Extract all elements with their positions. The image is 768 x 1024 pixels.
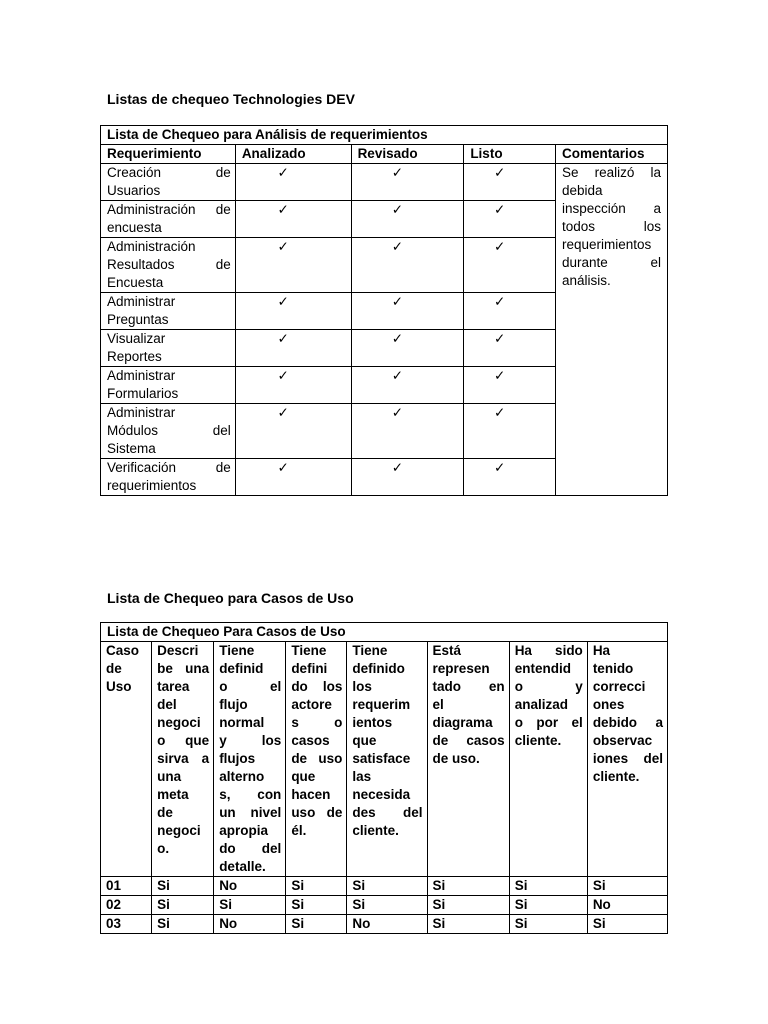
column-header [509, 642, 587, 877]
checkmark-icon: ✓ [351, 404, 464, 459]
cell-text-line: Creación de [107, 165, 231, 180]
cell-text-line: necesida [352, 787, 411, 802]
table-row [101, 915, 668, 934]
column-header: Requerimiento [101, 145, 236, 164]
cell-text-line: cliente. [592, 769, 640, 784]
cell-text-line: requerim [352, 697, 411, 712]
cell-text-line: Administrar [107, 368, 176, 383]
cell-text-line: o el [219, 679, 282, 694]
cell-text-line: s o [291, 715, 343, 730]
cell-text-line: Reportes [107, 349, 162, 364]
checkmark-icon: ✓ [235, 164, 351, 201]
column-header: Revisado [351, 145, 464, 164]
requirements-checklist-table [100, 125, 668, 496]
table-cell: Si [427, 915, 509, 934]
cell-text-line: de casos [432, 733, 505, 748]
section-title: Lista de Chequeo para Casos de Uso [107, 590, 354, 606]
table-row [101, 164, 668, 201]
cell-text-line: que [352, 733, 377, 748]
checkmark-icon: ✓ [351, 238, 464, 293]
column-header [286, 642, 347, 877]
table-caption: Lista de Chequeo para Análisis de requerimientos [101, 126, 668, 145]
case-id-cell: 01 [101, 877, 152, 896]
table-row [101, 877, 668, 896]
cell-text-line: de uso [291, 751, 343, 766]
cell-text-line: Está [432, 643, 462, 658]
cell-text-line: Uso [106, 679, 132, 694]
cell-text-line: detalle. [219, 859, 266, 874]
cell-text-line: meta [157, 787, 189, 802]
checkmark-icon: ✓ [464, 459, 556, 496]
table-cell: Si [286, 896, 347, 915]
table-cell: No [347, 915, 427, 934]
checkmark-icon: ✓ [464, 330, 556, 367]
cell-text-line: sirva a [157, 751, 210, 766]
table-cell: No [214, 877, 286, 896]
cell-text-line: de [106, 661, 122, 676]
requirement-cell [101, 293, 236, 330]
cell-text-line: Verificación de [107, 460, 231, 475]
table-cell: Si [214, 896, 286, 915]
cell-text-line: definido [352, 661, 405, 676]
cell-text-line: del [157, 697, 177, 712]
checkmark-icon: ✓ [235, 238, 351, 293]
cell-text-line: Tiene [352, 643, 388, 658]
cell-text-line: uso de [291, 805, 343, 820]
column-header: Analizado [235, 145, 351, 164]
table-cell: Si [427, 877, 509, 896]
requirement-cell [101, 238, 236, 293]
cell-text-line: requerimientos [107, 478, 197, 493]
cell-text-line: el [432, 697, 444, 712]
cell-text-line: be una [157, 661, 210, 676]
table-cell: Si [509, 877, 587, 896]
cell-text-line: flujos [219, 751, 256, 766]
cell-text-line: Sistema [107, 441, 156, 456]
cell-text-line: s, con [219, 787, 282, 802]
cell-text-line: una [157, 769, 182, 784]
column-header: Listo [464, 145, 556, 164]
table-cell: Si [152, 915, 214, 934]
checkmark-icon: ✓ [351, 201, 464, 238]
cell-text-line: o. [157, 841, 170, 856]
cell-text-line: que [291, 769, 316, 784]
document-title: Listas de chequeo Technologies DEV [107, 91, 355, 107]
cell-text-line: tenido [592, 661, 634, 676]
table-cell: Si [427, 896, 509, 915]
cell-text-line: analizad [514, 697, 568, 712]
cell-text-line: definid [219, 661, 264, 676]
cell-text-line: do del [219, 841, 282, 856]
table-cell: Si [509, 896, 587, 915]
checkmark-icon: ✓ [351, 293, 464, 330]
checkmark-icon: ✓ [351, 330, 464, 367]
cell-text-line: represen [432, 661, 490, 676]
requirement-cell [101, 459, 236, 496]
cell-text-line: alterno [219, 769, 265, 784]
cell-text-line: observac [592, 733, 653, 748]
table-cell: Si [286, 915, 347, 934]
cell-text-line: Encuesta [107, 275, 164, 290]
use-case-checklist-table [100, 622, 668, 934]
cell-text-line: o que [157, 733, 210, 748]
cell-text-line: y los [219, 733, 282, 748]
cell-text-line: Usuarios [107, 183, 161, 198]
checkmark-icon: ✓ [464, 404, 556, 459]
cell-text-line: entendid [514, 661, 571, 676]
checkmark-icon: ✓ [464, 164, 556, 201]
checkmark-icon: ✓ [235, 404, 351, 459]
case-id-cell: 02 [101, 896, 152, 915]
table-cell: No [587, 896, 667, 915]
case-id-cell: 03 [101, 915, 152, 934]
cell-text-line: satisface [352, 751, 411, 766]
requirement-cell [101, 404, 236, 459]
cell-text-line: encuesta [107, 220, 162, 235]
cell-text-line: des del [352, 805, 423, 820]
cell-text-line: tarea [157, 679, 190, 694]
cell-text-line: Resultados de [107, 257, 231, 272]
column-header [214, 642, 286, 877]
cell-text-line: Ha sido [514, 643, 583, 658]
cell-text-line: de uso. [432, 751, 480, 766]
cell-text-line: negoci [157, 715, 201, 730]
table-cell: Si [509, 915, 587, 934]
cell-text-line: o por el [514, 715, 583, 730]
table-cell: Si [347, 877, 427, 896]
table-cell: No [214, 915, 286, 934]
cell-text-line: un nivel [219, 805, 282, 820]
cell-text-line: Administración de [107, 202, 231, 217]
cell-text-line: o y [514, 679, 583, 694]
cell-text-line: los [352, 679, 372, 694]
table-caption: Lista de Chequeo Para Casos de Uso [101, 623, 668, 642]
checkmark-icon: ✓ [351, 367, 464, 404]
checkmark-icon: ✓ [351, 459, 464, 496]
cell-text-line: Visualizar [107, 331, 166, 346]
cell-text-line: Administrar [107, 405, 176, 420]
cell-text-line: Módulos del [107, 423, 231, 438]
cell-text-line: Tiene [291, 643, 327, 658]
cell-text-line: hacen [291, 787, 331, 802]
table-row [101, 896, 668, 915]
cell-text-line: correcci [592, 679, 646, 694]
cell-text-line: do los [291, 679, 343, 694]
checkmark-icon: ✓ [235, 459, 351, 496]
cell-text-line: él. [291, 823, 307, 838]
cell-text-line: Ha [592, 643, 611, 658]
checkmark-icon: ✓ [464, 238, 556, 293]
cell-text-line: tado en [432, 679, 505, 694]
cell-text-line: cliente. [352, 823, 399, 838]
cell-text-line: Preguntas [107, 312, 169, 327]
cell-text-line: negoci [157, 823, 201, 838]
checkmark-icon: ✓ [351, 164, 464, 201]
table-cell: Si [152, 877, 214, 896]
checkmark-icon: ✓ [235, 330, 351, 367]
column-header [587, 642, 667, 877]
table-cell: Si [286, 877, 347, 896]
cell-text-line: Administración [107, 239, 196, 254]
cell-text-line: Caso [106, 643, 140, 658]
cell-text-line: apropia [219, 823, 268, 838]
cell-text-line: de [157, 805, 173, 820]
column-header: Comentarios [556, 145, 668, 164]
checkmark-icon: ✓ [464, 293, 556, 330]
cell-text-line: ientos [352, 715, 393, 730]
cell-text-line: las [352, 769, 372, 784]
column-header [152, 642, 214, 877]
checkmark-icon: ✓ [235, 201, 351, 238]
table-cell: Si [587, 915, 667, 934]
table-cell: Si [347, 896, 427, 915]
cell-text-line: casos [291, 733, 330, 748]
cell-text-line: Tiene [219, 643, 255, 658]
requirement-cell [101, 367, 236, 404]
cell-text-line: Formularios [107, 386, 179, 401]
cell-text-line: Administrar [107, 294, 176, 309]
cell-text-line: ones [592, 697, 625, 712]
cell-text-line: actore [291, 697, 332, 712]
cell-text-line: normal [219, 715, 265, 730]
column-header [347, 642, 427, 877]
table-cell: Si [587, 877, 667, 896]
cell-text-line: debido a [592, 715, 663, 730]
requirement-cell [101, 164, 236, 201]
cell-text-line: defini [291, 661, 328, 676]
table-cell: Si [152, 896, 214, 915]
cell-text-line: flujo [219, 697, 248, 712]
cell-text-line: iones del [592, 751, 663, 766]
cell-text-line: diagrama [432, 715, 493, 730]
comments-cell: Se realizó la debida inspección a todos los requerimientos durante el análisis. [556, 164, 668, 496]
checkmark-icon: ✓ [235, 367, 351, 404]
requirement-cell [101, 201, 236, 238]
checkmark-icon: ✓ [235, 293, 351, 330]
cell-text-line: Descri [157, 643, 199, 658]
column-header [101, 642, 152, 877]
column-header [427, 642, 509, 877]
checkmark-icon: ✓ [464, 201, 556, 238]
cell-text-line: cliente. [514, 733, 562, 748]
requirement-cell [101, 330, 236, 367]
checkmark-icon: ✓ [464, 367, 556, 404]
